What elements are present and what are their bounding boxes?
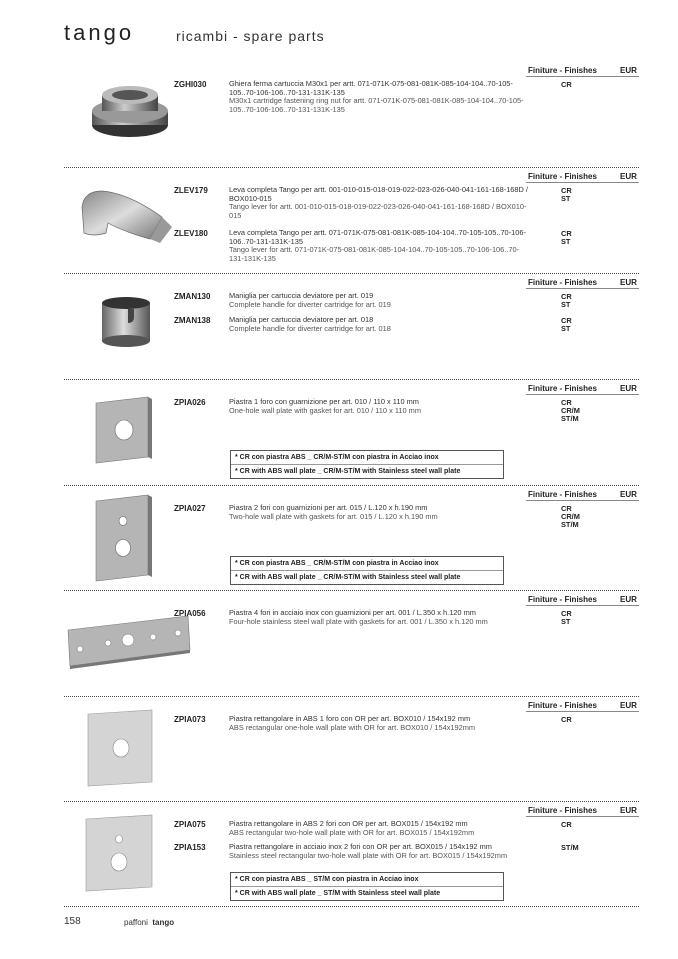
item-description: Maniglia per cartuccia deviatore per art. 018 Complete handle for diverter cartridge for art. 018: [229, 315, 391, 333]
item-description: Leva completa Tango per artt. 071-071K-075-081-081K-085-104-104..70-105-105..70-106-106..70-131-131K-135 Tango lever for artt. 071-071K-075-081-081K-085-104-104..70-105-105..70-106-106..70-131-131K-135: [229, 228, 526, 263]
product-section-zpia056: [64, 590, 639, 690]
item-description: Maniglia per cartuccia deviatore per art. 019 Complete handle for diverter cartridge for art. 019: [229, 291, 391, 309]
eur-header: EUR: [620, 172, 637, 181]
finishes-header: Finiture - Finishes: [528, 172, 597, 181]
dotted-separator: [64, 590, 639, 591]
item-code: ZPIA056: [174, 609, 206, 618]
item-code: ZPIA027: [174, 504, 206, 513]
finishes-header: Finiture - Finishes: [528, 278, 597, 287]
dotted-separator: [64, 379, 639, 380]
dotted-separator: [64, 167, 639, 168]
item-code: ZMAN130: [174, 292, 211, 301]
product-section-zghi030: [64, 61, 639, 161]
item-finishes: CR: [561, 820, 572, 829]
item-code: ZLEV180: [174, 229, 208, 238]
finish-note-box: * CR con piastra ABS _ CR/M-ST/M con piastra in Acciao inox * CR with ABS wall plate _ CR/M-ST/M with Stainless steel wall plate: [230, 450, 504, 479]
diverter-handle-image: [98, 293, 154, 349]
header-rule: [526, 711, 639, 712]
footer-brand: paffoni tango: [124, 918, 175, 927]
header-rule: [526, 394, 639, 395]
item-description: Piastra 4 fori in acciaio inox con guarnizioni per art. 001 / L.350 x h.120 mm Four-hole stainless steel wall plate with gaskets for art. 001 / L.350 x h.120 mm: [229, 608, 488, 626]
item-code: ZLEV179: [174, 186, 208, 195]
item-code: ZPIA075: [174, 820, 206, 829]
item-finishes: CR ST: [561, 229, 572, 246]
two-hole-plate-image: [94, 493, 158, 583]
page-number: 158: [64, 916, 81, 927]
header-rule: [526, 816, 639, 817]
lever-image: [78, 187, 178, 247]
product-section-zpia075: [64, 801, 639, 906]
item-description: Piastra rettangolare in ABS 2 fori con OR per art. BOX015 / 154x192 mm ABS rectangular two-hole wall plate with OR for art. BOX015 / 154x192mm: [229, 819, 475, 837]
eur-header: EUR: [620, 66, 637, 75]
item-finishes: CR CR/M ST/M: [561, 398, 580, 423]
header-rule: [526, 288, 639, 289]
four-hole-plate-image: [66, 612, 196, 670]
product-section-zpia026: [64, 379, 639, 479]
item-finishes: CR: [561, 715, 572, 724]
header-rule: [526, 76, 639, 77]
product-section-zman: [64, 273, 639, 373]
rect-one-hole-plate-image: [86, 708, 158, 788]
product-section-zpia027: [64, 485, 639, 585]
item-code: ZPIA153: [174, 843, 206, 852]
finish-note-box: * CR con piastra ABS _ ST/M con piastra in Acciao inox * CR with ABS wall plate _ ST/M with Stainless steel wall plate: [230, 872, 504, 901]
item-code: ZMAN138: [174, 316, 211, 325]
header-rule: [526, 605, 639, 606]
dotted-separator: [64, 696, 639, 697]
dotted-separator: [64, 801, 639, 802]
finishes-header: Finiture - Finishes: [528, 595, 597, 604]
finishes-header: Finiture - Finishes: [528, 490, 597, 499]
rect-two-hole-plate-image: [84, 813, 158, 893]
dotted-separator: [64, 906, 639, 907]
eur-header: EUR: [620, 278, 637, 287]
header-rule: [526, 500, 639, 501]
item-finishes: CR ST: [561, 186, 572, 203]
item-description: Piastra 1 foro con guarnizione per art. 010 / 110 x 110 mm One-hole wall plate with gasket for art. 010 / 110 x 110 mm: [229, 397, 421, 415]
eur-header: EUR: [620, 806, 637, 815]
item-description: Piastra 2 fori con guarnizioni per art. 015 / L.120 x h.190 mm Two-hole wall plate with gaskets for art. 015 / L.120 x h.190 mm: [229, 503, 438, 521]
one-hole-plate-image: [94, 395, 158, 465]
page-subtitle: ricambi - spare parts: [176, 28, 325, 44]
eur-header: EUR: [620, 701, 637, 710]
item-finishes: CR ST: [561, 316, 572, 333]
finishes-header: Finiture - Finishes: [528, 701, 597, 710]
ring-nut-image: [86, 81, 174, 143]
item-finishes: ST/M: [561, 843, 579, 852]
item-finishes: CR ST: [561, 292, 572, 309]
item-code: ZGHI030: [174, 80, 207, 89]
product-section-zpia073: [64, 696, 639, 796]
finish-note-box: * CR con piastra ABS _ CR/M-ST/M con piastra in Acciao inox * CR with ABS wall plate _ CR/M-ST/M with Stainless steel wall plate: [230, 556, 504, 585]
finishes-header: Finiture - Finishes: [528, 66, 597, 75]
dotted-separator: [64, 485, 639, 486]
dotted-separator: [64, 273, 639, 274]
item-code: ZPIA026: [174, 398, 206, 407]
item-finishes: CR CR/M ST/M: [561, 504, 580, 529]
finishes-header: Finiture - Finishes: [528, 384, 597, 393]
eur-header: EUR: [620, 384, 637, 393]
item-description: Piastra rettangolare in ABS 1 foro con OR per art. BOX010 / 154x192 mm ABS rectangular one-hole wall plate with OR for art. BOX010 / 154x192mm: [229, 714, 476, 732]
item-description: Leva completa Tango per artt. 001-010-015-018-019-022-023-026-040-041-161-168-168D / BOX010-015 Tango lever for artt. 001-010-015-018-019-022-023-026-040-041-161-168-168D / BOX010-015: [229, 185, 528, 220]
product-section-zlev: [64, 167, 639, 267]
brand-title: tango: [64, 20, 135, 45]
header-rule: [526, 182, 639, 183]
finishes-header: Finiture - Finishes: [528, 806, 597, 815]
eur-header: EUR: [620, 595, 637, 604]
page-footer: [64, 916, 175, 927]
item-code: ZPIA073: [174, 715, 206, 724]
item-finishes: CR ST: [561, 609, 572, 626]
item-description: Piastra rettangolare in acciaio inox 2 fori con OR per art. BOX015 / 154x192 mm Stainless steel rectangular two-hole wall plate with OR for art. BOX015 / 154x192mm: [229, 842, 508, 860]
item-finishes: CR: [561, 80, 572, 89]
eur-header: EUR: [620, 490, 637, 499]
item-description: Ghiera ferma cartuccia M30x1 per artt. 071-071K-075-081-081K-085-104-104..70-105-105..70-106-106..70-131-131K-135 M30x1 cartridge fastening ring nut for artt. 071-071K-075-081-081K-085-104-104..70-105-105..70-106-106..70-131-131K-135: [229, 79, 524, 114]
